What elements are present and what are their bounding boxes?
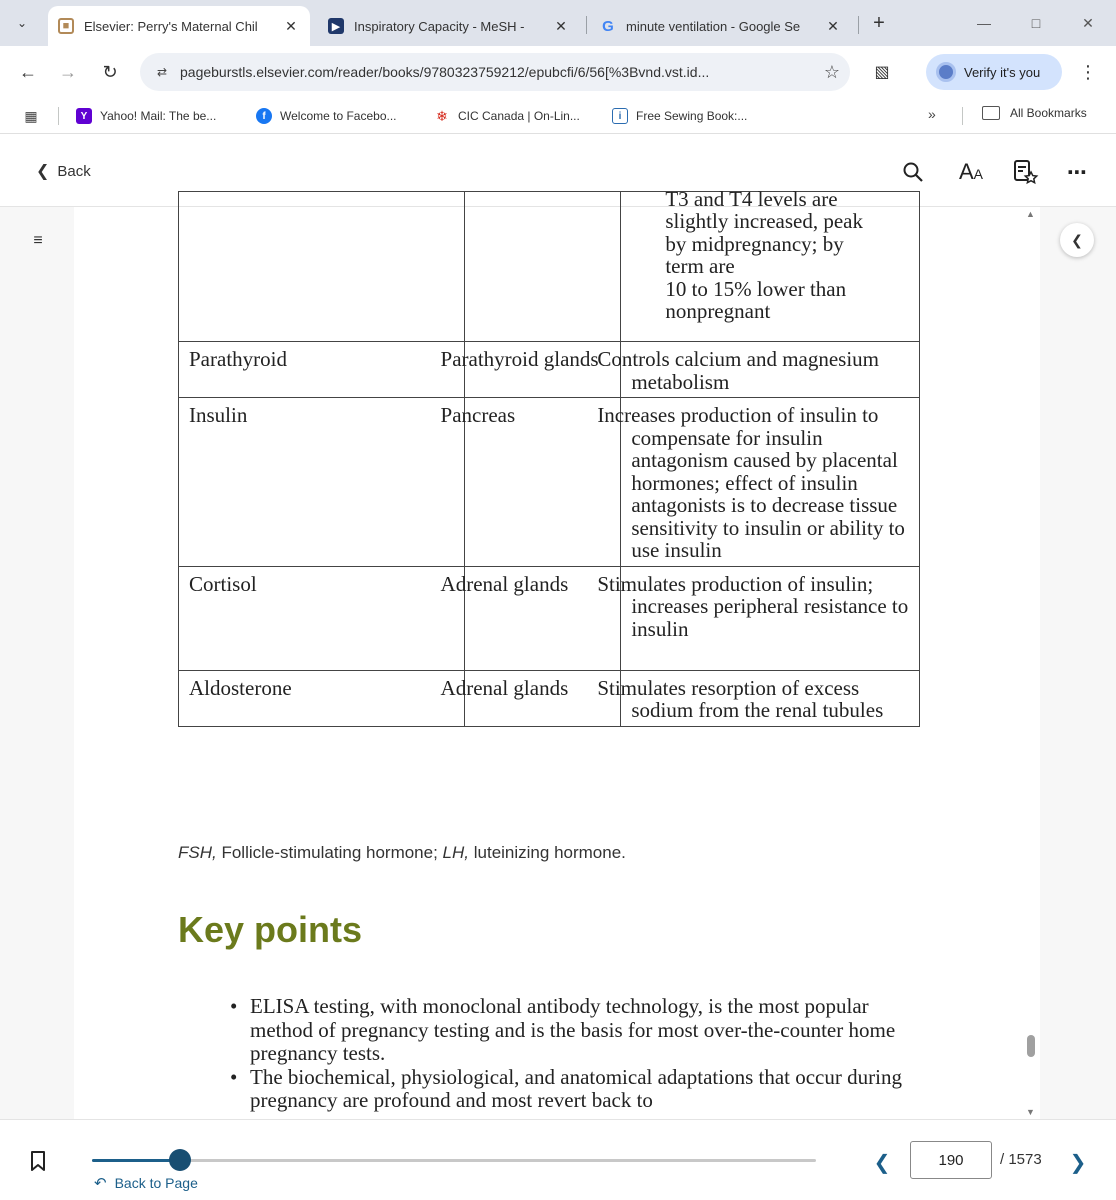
- table-cell: [621, 187, 920, 342]
- facebook-icon: f: [256, 108, 272, 124]
- scroll-up-icon[interactable]: ▲: [1026, 209, 1035, 219]
- tab-title: Elsevier: Perry's Maternal Chil: [84, 18, 258, 34]
- list-item-text: The biochemical, physiological, and anatomical adaptations that occur during pregnancy are profound and most revert back to: [250, 1064, 902, 1112]
- source-cell: Pancreas: [464, 398, 621, 567]
- back-to-page-label: Back to Page: [114, 1175, 198, 1191]
- hormone-cell: Aldosterone: [179, 670, 465, 726]
- text-line: nonpregnant: [665, 299, 771, 323]
- bookmark-yahoo[interactable]: [76, 106, 216, 126]
- progress-fill: [92, 1159, 180, 1162]
- more-options-button[interactable]: [1062, 157, 1092, 187]
- hormone-cell: Cortisol: [179, 566, 465, 670]
- text-size-button[interactable]: [954, 157, 988, 187]
- source-cell: Parathyroid glands: [464, 342, 621, 398]
- book-icon: i: [612, 108, 628, 124]
- bullet-icon: •: [230, 994, 238, 1018]
- hormone-cell: Parathyroid: [179, 342, 465, 398]
- yahoo-icon: Y: [76, 108, 92, 124]
- side-panel-toggle[interactable]: [1060, 223, 1094, 257]
- bookmark-separator: [58, 107, 59, 125]
- partial-cell-text: [631, 188, 909, 323]
- scroll-thumb[interactable]: [1027, 1035, 1035, 1057]
- bookmark-label: Welcome to Facebo...: [280, 109, 397, 123]
- progress-handle[interactable]: [169, 1149, 191, 1171]
- tab-separator: [858, 16, 859, 34]
- font-size-icon: AA: [958, 159, 984, 184]
- address-bar[interactable]: [140, 53, 850, 91]
- action-cell: Stimulates resorption of excess sodium from the renal tubules: [621, 670, 920, 726]
- table-of-contents-button[interactable]: [28, 231, 48, 251]
- tab-mesh[interactable]: [318, 6, 580, 46]
- list-item: [222, 1066, 922, 1113]
- browser-toolbar: [0, 46, 1116, 98]
- abbr: FSH,: [178, 843, 217, 862]
- menu-lines-icon: ≡: [33, 232, 43, 249]
- elsevier-favicon-icon: ■: [58, 18, 74, 34]
- list-item: [222, 995, 922, 1066]
- next-page-button[interactable]: [1066, 1148, 1090, 1176]
- minimize-icon: —: [977, 15, 991, 31]
- search-icon: [902, 161, 924, 183]
- scroll-down-icon[interactable]: ▼: [1026, 1107, 1035, 1117]
- chevron-left-icon: ❮: [873, 1151, 891, 1174]
- chevron-down-icon: ⌄: [16, 16, 28, 30]
- tab-elsevier[interactable]: [48, 6, 310, 46]
- arrow-right-icon: →: [59, 61, 77, 82]
- minimize-button[interactable]: [964, 8, 1004, 38]
- chevron-left-icon: ❮: [36, 163, 50, 180]
- table-cell: [464, 192, 621, 342]
- text-line: by midpregnancy; by: [665, 231, 844, 256]
- maximize-button[interactable]: [1016, 8, 1056, 38]
- reload-icon: ↻: [102, 61, 118, 82]
- bookmark-label: Yahoo! Mail: The be...: [100, 109, 217, 123]
- bookmark-label: Free Sewing Book:...: [636, 109, 748, 123]
- plus-icon: +: [873, 11, 885, 34]
- table-row: [179, 670, 920, 726]
- bookmark-icon[interactable]: [30, 1150, 46, 1172]
- reader-back-button[interactable]: [36, 161, 91, 181]
- profile-icon: [936, 62, 956, 82]
- verify-label: Verify it's you: [964, 64, 1041, 80]
- reload-button[interactable]: [96, 58, 124, 86]
- text-line: term are: [665, 254, 735, 278]
- more-horizontal-icon: ⋯: [1067, 161, 1087, 184]
- bookmark-sewing[interactable]: [612, 106, 747, 126]
- tab-search-button[interactable]: [8, 9, 36, 37]
- browser-menu-button[interactable]: [1076, 58, 1100, 86]
- url-text[interactable]: pageburstls.elsevier.com/reader/books/9780323759212/epubcfi/6/56[%3Bvnd.vst.id...: [180, 64, 710, 80]
- google-favicon-icon: G: [602, 17, 614, 35]
- action-cell: Controls calcium and magnesium metabolism: [621, 342, 920, 398]
- table-row: [179, 566, 920, 670]
- tab-title: minute ventilation - Google Se: [626, 18, 801, 34]
- list-item-text: ELISA testing, with monoclonal antibody technology, is the most popular method of pregnancy testing and is the basis for most over-the-counter home pregnancy tests.: [250, 994, 896, 1065]
- puzzle-icon: ▧: [874, 64, 890, 81]
- definition: Follicle-stimulating hormone;: [216, 843, 443, 862]
- site-info-icon[interactable]: ⇄: [156, 65, 168, 79]
- bookmark-cic[interactable]: [434, 106, 580, 126]
- abbr: LH,: [442, 843, 470, 862]
- tab-title: Inspiratory Capacity - MeSH -: [354, 18, 525, 34]
- maximize-icon: □: [1031, 15, 1041, 31]
- table-footnote: [178, 843, 626, 863]
- forward-nav-button[interactable]: [54, 58, 82, 86]
- bookmark-facebook[interactable]: [256, 106, 397, 126]
- definition: luteinizing hormone.: [469, 843, 626, 862]
- text-line: 10 to 15% lower than: [665, 276, 847, 301]
- back-label: Back: [57, 162, 91, 180]
- page-progress-slider[interactable]: [92, 1159, 816, 1162]
- left-rail: [0, 207, 74, 1119]
- cut-off-line: T3 and T4 levels are: [665, 187, 838, 211]
- notes-button[interactable]: [1010, 157, 1040, 187]
- action-cell: Increases production of insulin to compensate for insulin antagonism caused by placental hormones; effect of insulin antagonists is to decrease tissue sensitivity to insulin or ability to use insulin: [621, 398, 920, 567]
- source-cell: Adrenal glands: [464, 566, 621, 670]
- page-scrollbar[interactable]: [1022, 207, 1040, 1119]
- maple-leaf-icon: ❄: [436, 107, 448, 124]
- hormone-table: [178, 187, 920, 727]
- hormone-cell: Insulin: [179, 398, 465, 567]
- mesh-favicon-icon: ▶: [328, 18, 344, 34]
- action-cell: Stimulates production of insulin; increases peripheral resistance to insulin: [621, 566, 920, 670]
- table-row: [179, 342, 920, 398]
- source-cell: Adrenal glands: [464, 670, 621, 726]
- chevron-right-icon: ❯: [1069, 1151, 1087, 1174]
- table-cell: [179, 192, 465, 342]
- text-line: slightly increased, peak: [665, 209, 863, 233]
- bookmarks-bar: [0, 98, 1116, 134]
- arrow-left-icon: ←: [19, 61, 37, 82]
- table-row: [179, 398, 920, 567]
- extensions-button[interactable]: [868, 58, 896, 86]
- key-points-list: [222, 995, 922, 1113]
- more-bookmarks-button[interactable]: »: [928, 106, 936, 122]
- more-vertical-icon: ⋮: [1079, 61, 1097, 82]
- close-icon[interactable]: ✕: [555, 17, 567, 34]
- previous-page-button[interactable]: [870, 1148, 894, 1176]
- page-number-input[interactable]: [910, 1141, 992, 1179]
- tab-google[interactable]: [590, 6, 852, 46]
- reader-footer: [0, 1119, 1116, 1200]
- close-icon: ✕: [1082, 14, 1094, 31]
- chevron-left-icon: ❮: [1071, 231, 1083, 248]
- all-bookmarks-button[interactable]: [982, 106, 1087, 120]
- star-icon[interactable]: ☆: [823, 61, 841, 82]
- close-icon[interactable]: ✕: [285, 17, 297, 34]
- all-bookmarks-label: All Bookmarks: [1010, 106, 1087, 120]
- folder-icon: [982, 106, 1000, 120]
- bookmark-separator: [962, 107, 963, 125]
- new-tab-button[interactable]: [866, 10, 892, 36]
- bookmark-label: CIC Canada | On-Lin...: [458, 109, 580, 123]
- close-window-button[interactable]: [1068, 8, 1108, 38]
- back-to-page-button[interactable]: [94, 1174, 198, 1192]
- apps-grid-icon[interactable]: ▦: [24, 107, 38, 124]
- close-icon[interactable]: ✕: [827, 17, 839, 34]
- undo-arrow-icon: ↶: [94, 1175, 107, 1192]
- right-rail: [1040, 207, 1116, 1119]
- section-heading: Key points: [178, 909, 363, 950]
- back-nav-button[interactable]: [14, 58, 42, 86]
- page-total: / 1573: [1000, 1151, 1042, 1168]
- tab-strip: [0, 0, 1116, 46]
- tab-separator: [586, 16, 587, 34]
- search-button[interactable]: [898, 157, 928, 187]
- table-row: [179, 192, 920, 342]
- bullet-icon: •: [230, 1064, 238, 1089]
- verify-profile-button[interactable]: [926, 54, 1062, 90]
- notes-star-icon: [1012, 159, 1038, 185]
- book-page: [74, 187, 1020, 1119]
